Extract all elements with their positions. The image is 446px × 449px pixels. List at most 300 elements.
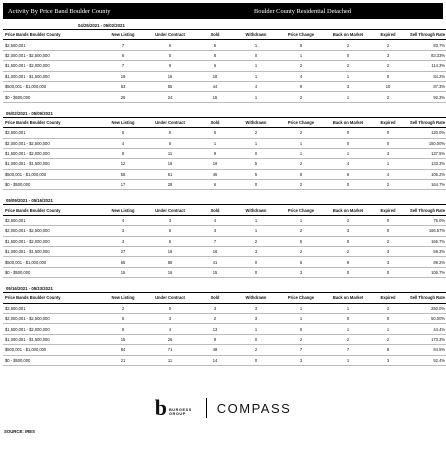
value-cell: 16	[144, 71, 196, 81]
value-cell: 0	[234, 50, 278, 60]
value-cell: 3	[234, 313, 278, 323]
column-header: Sold	[196, 30, 234, 40]
table-row	[3, 226, 446, 236]
logo-divider	[206, 398, 207, 418]
value-cell: 19	[196, 159, 234, 169]
value-cell: 2	[196, 313, 234, 323]
value-cell: 0	[324, 180, 372, 190]
column-header: Under Contract	[144, 205, 196, 215]
value-cell: 2	[278, 226, 324, 236]
value-cell: 15	[196, 92, 234, 102]
column-header: Sell Through Rate	[404, 293, 446, 303]
table-row	[3, 71, 446, 81]
price-band-cell: $2,500,001	[3, 215, 102, 225]
value-cell: 0	[324, 138, 372, 148]
value-cell: 15	[196, 267, 234, 277]
value-cell: 133.3%	[404, 159, 446, 169]
value-cell: 7	[102, 40, 144, 50]
value-cell: 3	[196, 226, 234, 236]
column-header: Expired	[372, 117, 404, 127]
column-header: Withdrawn	[234, 117, 278, 127]
value-cell: 1	[234, 71, 278, 81]
period-label: 05/16/2021 - 05/23/2021	[6, 286, 53, 292]
value-cell: 58	[144, 257, 196, 267]
value-cell: 2	[324, 247, 372, 257]
column-header: Under Contract	[144, 117, 196, 127]
table-row	[3, 334, 446, 344]
price-band-cell: $500,001 - $1,000,000	[3, 81, 102, 91]
value-cell: 0	[234, 180, 278, 190]
value-cell: 4	[102, 138, 144, 148]
value-cell: 4	[278, 71, 324, 81]
value-cell: 65	[102, 257, 144, 267]
value-cell: 89.2%	[404, 257, 446, 267]
value-cell: 1	[372, 159, 404, 169]
value-cell: 10	[372, 81, 404, 91]
value-cell: 5	[372, 71, 404, 81]
value-cell: 3	[372, 50, 404, 60]
value-cell: 2	[372, 61, 404, 71]
source-note: SOURCE: IRES	[4, 429, 36, 434]
value-cell: 83.33%	[404, 50, 446, 60]
table-row	[3, 40, 446, 50]
value-cell: 48	[196, 345, 234, 355]
value-cell: 3	[196, 303, 234, 313]
value-cell: 9	[324, 257, 372, 267]
burgess-group-name: GROUP	[168, 412, 186, 416]
value-cell: 28	[144, 180, 196, 190]
table-header-row	[3, 117, 446, 127]
value-cell: 4	[234, 81, 278, 91]
price-band-cell: $1,500,001 - $2,000,000	[3, 324, 102, 334]
period-section	[3, 284, 443, 366]
value-cell: 150.00%	[404, 138, 446, 148]
value-cell: 2	[372, 334, 404, 344]
price-band-cell: $0 - $500,000	[3, 267, 102, 277]
value-cell: 0	[372, 226, 404, 236]
value-cell: 3	[372, 148, 404, 158]
price-band-cell: $500,001 - $1,000,000	[3, 345, 102, 355]
table-row	[3, 138, 446, 148]
value-cell: 7	[196, 236, 234, 246]
value-cell: 1	[278, 138, 324, 148]
table-row	[3, 236, 446, 246]
value-cell: 9	[196, 148, 234, 158]
value-cell: 2	[372, 236, 404, 246]
value-cell: 2	[278, 180, 324, 190]
value-cell: 1	[278, 148, 324, 158]
value-cell: 0	[324, 313, 372, 323]
value-cell: 1	[324, 324, 372, 334]
value-cell: 9	[278, 81, 324, 91]
value-cell: 1	[196, 138, 234, 148]
table-row	[3, 267, 446, 277]
value-cell: 44.4%	[404, 324, 446, 334]
value-cell: 1	[324, 92, 372, 102]
value-cell: 3	[372, 247, 404, 257]
value-cell: 105.2%	[404, 169, 446, 179]
column-header: Expired	[372, 293, 404, 303]
price-band-cell: $1,000,001 - $1,500,000	[3, 159, 102, 169]
report-header	[3, 3, 443, 19]
value-cell: 1	[278, 50, 324, 60]
value-cell: 6	[144, 40, 196, 50]
column-header: New Listing	[102, 117, 144, 127]
value-cell: 6	[144, 128, 196, 138]
value-cell: 6	[144, 138, 196, 148]
column-header: New Listing	[102, 30, 144, 40]
value-cell: 1	[234, 61, 278, 71]
table-row	[3, 313, 446, 323]
value-cell: 14	[196, 355, 234, 365]
value-cell: 1	[278, 303, 324, 313]
value-cell: 8	[372, 345, 404, 355]
table-row	[3, 355, 446, 365]
period-label: 05/09/2021 - 05/16/2021	[6, 198, 53, 204]
value-cell: 0	[278, 324, 324, 334]
table-row	[3, 159, 446, 169]
value-cell: 2	[324, 334, 372, 344]
table-row	[3, 81, 446, 91]
value-cell: 3	[372, 355, 404, 365]
value-cell: 0	[324, 50, 372, 60]
price-band-cell: $1,500,001 - $2,000,000	[3, 148, 102, 158]
column-header: Back on Market	[324, 205, 372, 215]
value-cell: 50.00%	[404, 313, 446, 323]
value-cell: 0	[234, 355, 278, 365]
value-cell: 15	[102, 334, 144, 344]
value-cell: 1	[324, 303, 372, 313]
activity-table	[3, 117, 446, 191]
price-band-cell: $2,500,001	[3, 303, 102, 313]
table-row	[3, 61, 446, 71]
value-cell: 1	[324, 355, 372, 365]
value-cell: 0	[372, 313, 404, 323]
value-cell: 3	[102, 226, 144, 236]
value-cell: 3	[324, 81, 372, 91]
value-cell: 46	[196, 169, 234, 179]
column-header: Back on Market	[324, 30, 372, 40]
table-row	[3, 257, 446, 267]
value-cell: 6	[324, 169, 372, 179]
table-row	[3, 92, 446, 102]
column-header: Price Change	[278, 30, 324, 40]
value-cell: 120.0%	[404, 128, 446, 138]
value-cell: 164.7%	[404, 180, 446, 190]
value-cell: 5	[196, 40, 234, 50]
value-cell: 58	[102, 169, 144, 179]
value-cell: 8	[102, 148, 144, 158]
value-cell: 8	[278, 40, 324, 50]
price-band-cell: $2,500,001	[3, 40, 102, 50]
value-cell: 5	[278, 257, 324, 267]
table-row	[3, 148, 446, 158]
value-cell: 44	[196, 81, 234, 91]
value-cell: 0	[234, 148, 278, 158]
value-cell: 18	[196, 71, 234, 81]
table-row	[3, 169, 446, 179]
value-cell: 4	[196, 215, 234, 225]
value-cell: 5	[144, 236, 196, 246]
value-cell: 2	[234, 345, 278, 355]
value-cell: 63	[102, 81, 144, 91]
price-band-cell: $0 - $500,000	[3, 180, 102, 190]
value-cell: 2	[372, 180, 404, 190]
value-cell: 0	[234, 334, 278, 344]
value-cell: 5	[234, 159, 278, 169]
value-cell: 137.5%	[404, 148, 446, 158]
value-cell: 2	[234, 236, 278, 246]
logo-bar	[0, 395, 446, 421]
value-cell: 7	[324, 345, 372, 355]
value-cell: 0	[324, 128, 372, 138]
value-cell: 3	[144, 215, 196, 225]
column-header: Price Bands Boulder County	[3, 205, 102, 215]
value-cell: 18	[196, 247, 234, 257]
price-band-cell: $2,000,001 - $2,500,000	[3, 313, 102, 323]
table-header-row	[3, 293, 446, 303]
table-row	[3, 215, 446, 225]
value-cell: 24	[144, 92, 196, 102]
value-cell: 83.7%	[404, 40, 446, 50]
value-cell: 7	[278, 345, 324, 355]
value-cell: 1	[278, 313, 324, 323]
value-cell: 7	[102, 61, 144, 71]
activity-table	[3, 204, 446, 278]
value-cell: 3	[144, 313, 196, 323]
value-cell: 26	[144, 334, 196, 344]
value-cell: 19	[102, 71, 144, 81]
value-cell: 166.7%	[404, 236, 446, 246]
price-band-cell: $500,001 - $1,000,000	[3, 257, 102, 267]
value-cell: 8	[278, 169, 324, 179]
value-cell: 3	[278, 355, 324, 365]
value-cell: 8	[196, 50, 234, 60]
value-cell: 1	[234, 138, 278, 148]
column-header: Sell Through Rate	[404, 30, 446, 40]
value-cell: 6	[102, 50, 144, 60]
value-cell: 1	[324, 71, 372, 81]
column-header: Price Change	[278, 117, 324, 127]
value-cell: 2	[372, 303, 404, 313]
value-cell: 2	[278, 128, 324, 138]
value-cell: 2	[324, 40, 372, 50]
table-row	[3, 303, 446, 313]
value-cell: 0	[234, 267, 278, 277]
value-cell: 1	[234, 40, 278, 50]
column-header: Price Bands Boulder County	[3, 30, 102, 40]
value-cell: 11	[144, 148, 196, 158]
value-cell: 3	[102, 236, 144, 246]
value-cell: 5	[144, 226, 196, 236]
value-cell: 1	[278, 215, 324, 225]
report-subtitle: Boulder County Residential Detached	[254, 7, 352, 15]
column-header: Expired	[372, 205, 404, 215]
value-cell: 2	[278, 159, 324, 169]
column-header: Price Change	[278, 293, 324, 303]
column-header: Sell Through Rate	[404, 205, 446, 215]
report-title: Activity By Price Band Boulder County	[8, 7, 111, 15]
value-cell: 55	[144, 81, 196, 91]
price-band-cell: $1,500,001 - $2,000,000	[3, 236, 102, 246]
column-header: Withdrawn	[234, 293, 278, 303]
value-cell: 8	[144, 61, 196, 71]
value-cell: 61	[144, 169, 196, 179]
value-cell: 21	[102, 355, 144, 365]
value-cell: 3	[372, 257, 404, 267]
value-cell: 41	[196, 257, 234, 267]
table-row	[3, 128, 446, 138]
value-cell: 26	[102, 92, 144, 102]
value-cell: 1	[372, 324, 404, 334]
value-cell: 16	[144, 247, 196, 257]
price-band-cell: $1,000,001 - $1,500,000	[3, 247, 102, 257]
value-cell: 0	[372, 128, 404, 138]
value-cell: 6	[102, 313, 144, 323]
value-cell: 0	[234, 257, 278, 267]
value-cell: 2	[372, 92, 404, 102]
column-header: Expired	[372, 30, 404, 40]
column-header: Price Bands Boulder County	[3, 117, 102, 127]
value-cell: 106.7%	[404, 267, 446, 277]
table-row	[3, 345, 446, 355]
value-cell: 84.5%	[404, 345, 446, 355]
value-cell: 5	[144, 303, 196, 313]
price-band-cell: $2,000,001 - $2,500,000	[3, 226, 102, 236]
value-cell: 6	[196, 180, 234, 190]
value-cell: 3	[234, 247, 278, 257]
column-header: Sell Through Rate	[404, 117, 446, 127]
value-cell: 5	[102, 128, 144, 138]
column-header: Back on Market	[324, 293, 372, 303]
value-cell: 92.3%	[404, 92, 446, 102]
column-header: New Listing	[102, 293, 144, 303]
column-header: Under Contract	[144, 30, 196, 40]
value-cell: 0	[372, 215, 404, 225]
column-header: Sold	[196, 117, 234, 127]
value-cell: 2	[278, 92, 324, 102]
value-cell: 16	[144, 159, 196, 169]
value-cell: 3	[324, 226, 372, 236]
report-page	[0, 3, 446, 449]
value-cell: 3	[234, 303, 278, 313]
column-header: Sold	[196, 293, 234, 303]
column-header: Under Contract	[144, 293, 196, 303]
period-label: 05/02/2021 - 05/09/2021	[6, 110, 53, 116]
value-cell: 2	[278, 61, 324, 71]
period-section	[3, 109, 443, 191]
price-band-cell: $500,001 - $1,000,000	[3, 169, 102, 179]
value-cell: 84	[102, 345, 144, 355]
table-row	[3, 247, 446, 257]
value-cell: 1	[234, 215, 278, 225]
period-section	[3, 21, 443, 103]
value-cell: 166.67%	[404, 226, 446, 236]
column-header: Sold	[196, 205, 234, 215]
value-cell: 75.0%	[404, 215, 446, 225]
value-cell: 0	[324, 236, 372, 246]
price-band-cell: $2,000,001 - $2,500,000	[3, 50, 102, 60]
sections-container	[3, 21, 443, 366]
compass-logo: COMPASS	[216, 400, 292, 416]
value-cell: 59.3%	[404, 247, 446, 257]
value-cell: 1	[324, 148, 372, 158]
column-header: Withdrawn	[234, 205, 278, 215]
value-cell: 9	[196, 334, 234, 344]
period-section	[3, 196, 443, 278]
price-band-cell: $2,500,001	[3, 128, 102, 138]
value-cell: 5	[234, 169, 278, 179]
column-header: New Listing	[102, 205, 144, 215]
period-label: 04/25/2021 - 05/02/2021	[78, 23, 125, 28]
value-cell: 27	[102, 247, 144, 257]
value-cell: 2	[278, 334, 324, 344]
value-cell: 6	[196, 61, 234, 71]
activity-table	[3, 29, 446, 103]
table-header-row	[3, 30, 446, 40]
burgess-name: BURGESS	[168, 408, 192, 412]
value-cell: 2	[372, 40, 404, 50]
value-cell: 250.0%	[404, 303, 446, 313]
price-band-cell: $1,000,001 - $1,500,000	[3, 71, 102, 81]
value-cell: 0	[372, 267, 404, 277]
price-band-cell: $2,000,001 - $2,500,000	[3, 138, 102, 148]
value-cell: 3	[278, 267, 324, 277]
value-cell: 4	[102, 215, 144, 225]
value-cell: 4	[144, 324, 196, 334]
value-cell: 1	[234, 226, 278, 236]
table-row	[3, 180, 446, 190]
value-cell: 2	[234, 128, 278, 138]
table-row	[3, 50, 446, 60]
value-cell: 173.3%	[404, 334, 446, 344]
value-cell: 2	[324, 215, 372, 225]
value-cell: 17	[102, 180, 144, 190]
value-cell: 9	[102, 324, 144, 334]
table-header-row	[3, 205, 446, 215]
value-cell: 11	[144, 355, 196, 365]
value-cell: 2	[102, 303, 144, 313]
value-cell: 13	[196, 324, 234, 334]
value-cell: 52.4%	[404, 355, 446, 365]
value-cell: 1	[234, 324, 278, 334]
value-cell: 2	[324, 61, 372, 71]
value-cell: 5	[278, 236, 324, 246]
column-header: Price Bands Boulder County	[3, 293, 102, 303]
value-cell: 2	[278, 247, 324, 257]
column-header: Price Change	[278, 205, 324, 215]
value-cell: 0	[372, 138, 404, 148]
value-cell: 4	[324, 159, 372, 169]
price-band-cell: $0 - $500,000	[3, 92, 102, 102]
burgess-group-logo	[154, 395, 192, 420]
value-cell: 5	[196, 128, 234, 138]
price-band-cell: $1,500,001 - $2,000,000	[3, 61, 102, 71]
value-cell: 12	[102, 159, 144, 169]
value-cell: 16	[144, 267, 196, 277]
price-band-cell: $1,000,001 - $1,500,000	[3, 334, 102, 344]
value-cell: 114.3%	[404, 61, 446, 71]
price-band-cell: $0 - $500,000	[3, 355, 102, 365]
column-header: Back on Market	[324, 117, 372, 127]
value-cell: 1	[234, 92, 278, 102]
table-row	[3, 324, 446, 334]
value-cell: 84.2%	[404, 71, 446, 81]
activity-table	[3, 292, 446, 366]
value-cell: 87.3%	[404, 81, 446, 91]
value-cell: 15	[102, 267, 144, 277]
value-cell: 0	[324, 267, 372, 277]
